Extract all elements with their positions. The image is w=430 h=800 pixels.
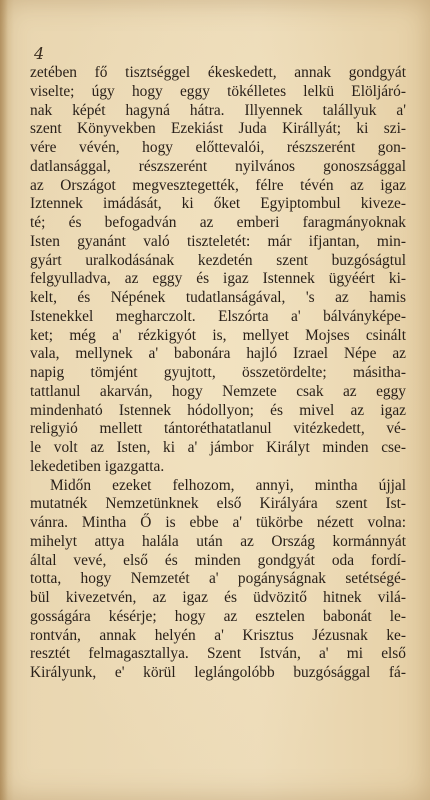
text-line: Isten gyanánt való tiszteletét: már ifjantan, min- [30, 232, 406, 250]
text-line: által vevé, első és minden gondgyát oda fordí- [30, 551, 406, 569]
text-line: gyárt uralkodásának kezdetén szent buzgóságtul [30, 251, 406, 269]
text-line: tattlanul akarván, hogy Nemzete csak az eggy [30, 382, 406, 400]
text-line: bül kivezetvén, az igaz és üdvözitő hitnek vilá- [30, 589, 406, 606]
text-line: té; és befogadván az emberi faragmányoknak [30, 214, 406, 231]
body-text [30, 64, 406, 683]
text-line: felgyulladva, az eggy és igaz Istennek ügyéért ki- [30, 270, 406, 288]
text-line: datlansággal, részszerént nyilvános gonoszsággal [30, 157, 406, 175]
text-line: Midőn ezeket felhozom, annyi, mintha újjal [50, 476, 406, 494]
text-line: vala, mellynek a' babonára hajló Izrael Népe az [30, 345, 406, 363]
text-line: lekedetiben igazgatta. [30, 457, 165, 475]
text-line: Királyunk, e' körül leglángolóbb buzgósággal fá- [30, 664, 406, 681]
text-line: Istenekkel megharczolt. Elszórta a' bálványképe- [30, 307, 406, 325]
text-line: resztét felmagasztallya. Szent István, a' mi első [30, 645, 406, 663]
text-line: rontván, annak helyén a' Krisztus Jézusnak ke- [30, 626, 406, 644]
text-line: nak képét hagyná hátra. Illyennek talállyuk a' [30, 101, 406, 119]
text-line: totta, hogy Nemzetét a' pogányságnak setétségé- [30, 570, 406, 588]
text-line: viselte; úgy hogy eggy tökélletes lelkü Elöljáró- [30, 82, 406, 100]
text-line: vánra. Mintha Ő is ebbe a' tükörbe nézett volna: [30, 514, 406, 531]
page-fold-shadow [0, 0, 8, 800]
text-line: az Országot megvesztegették, félre tévén az igaz [30, 176, 406, 194]
text-line: mihelyt attya halála után az Ország kormánnyát [30, 532, 406, 550]
text-line: le volt az Isten, ki a' jámbor Királyt minden cse- [30, 439, 406, 456]
text-line: zetében fő tisztséggel ékeskedett, annak gondgyát [30, 64, 406, 81]
text-line: kelt, és Népének tudatlanságával, 's az hamis [30, 289, 406, 306]
text-line: mindenható Istennek hódollyon; és mivel az igaz [30, 401, 406, 419]
text-line: religyió mellett tántoréthatatlanul vitézkedett, vé- [30, 420, 406, 438]
text-line: vére vévén, hogy előttevalói, részszerént gon- [30, 139, 406, 156]
text-line: mutatnék Nemzetünknek első Királyára szent Ist- [30, 495, 406, 513]
text-line: szent Könyvekben Ezekiást Juda Királlyát; ki szi- [30, 120, 406, 138]
page-number: 4 [34, 44, 45, 63]
text-line: ket; még a' rézkigyót is, mellyet Mojses csinált [30, 326, 406, 344]
text-line: napig tömjént gyujtott, összetördelte; másitha- [30, 364, 406, 381]
text-line: gosságára késérje; hogy az esztelen babonát le- [30, 607, 406, 625]
text-line: Iztennek imádását, ki őket Egyiptombul kiveze- [30, 195, 406, 213]
